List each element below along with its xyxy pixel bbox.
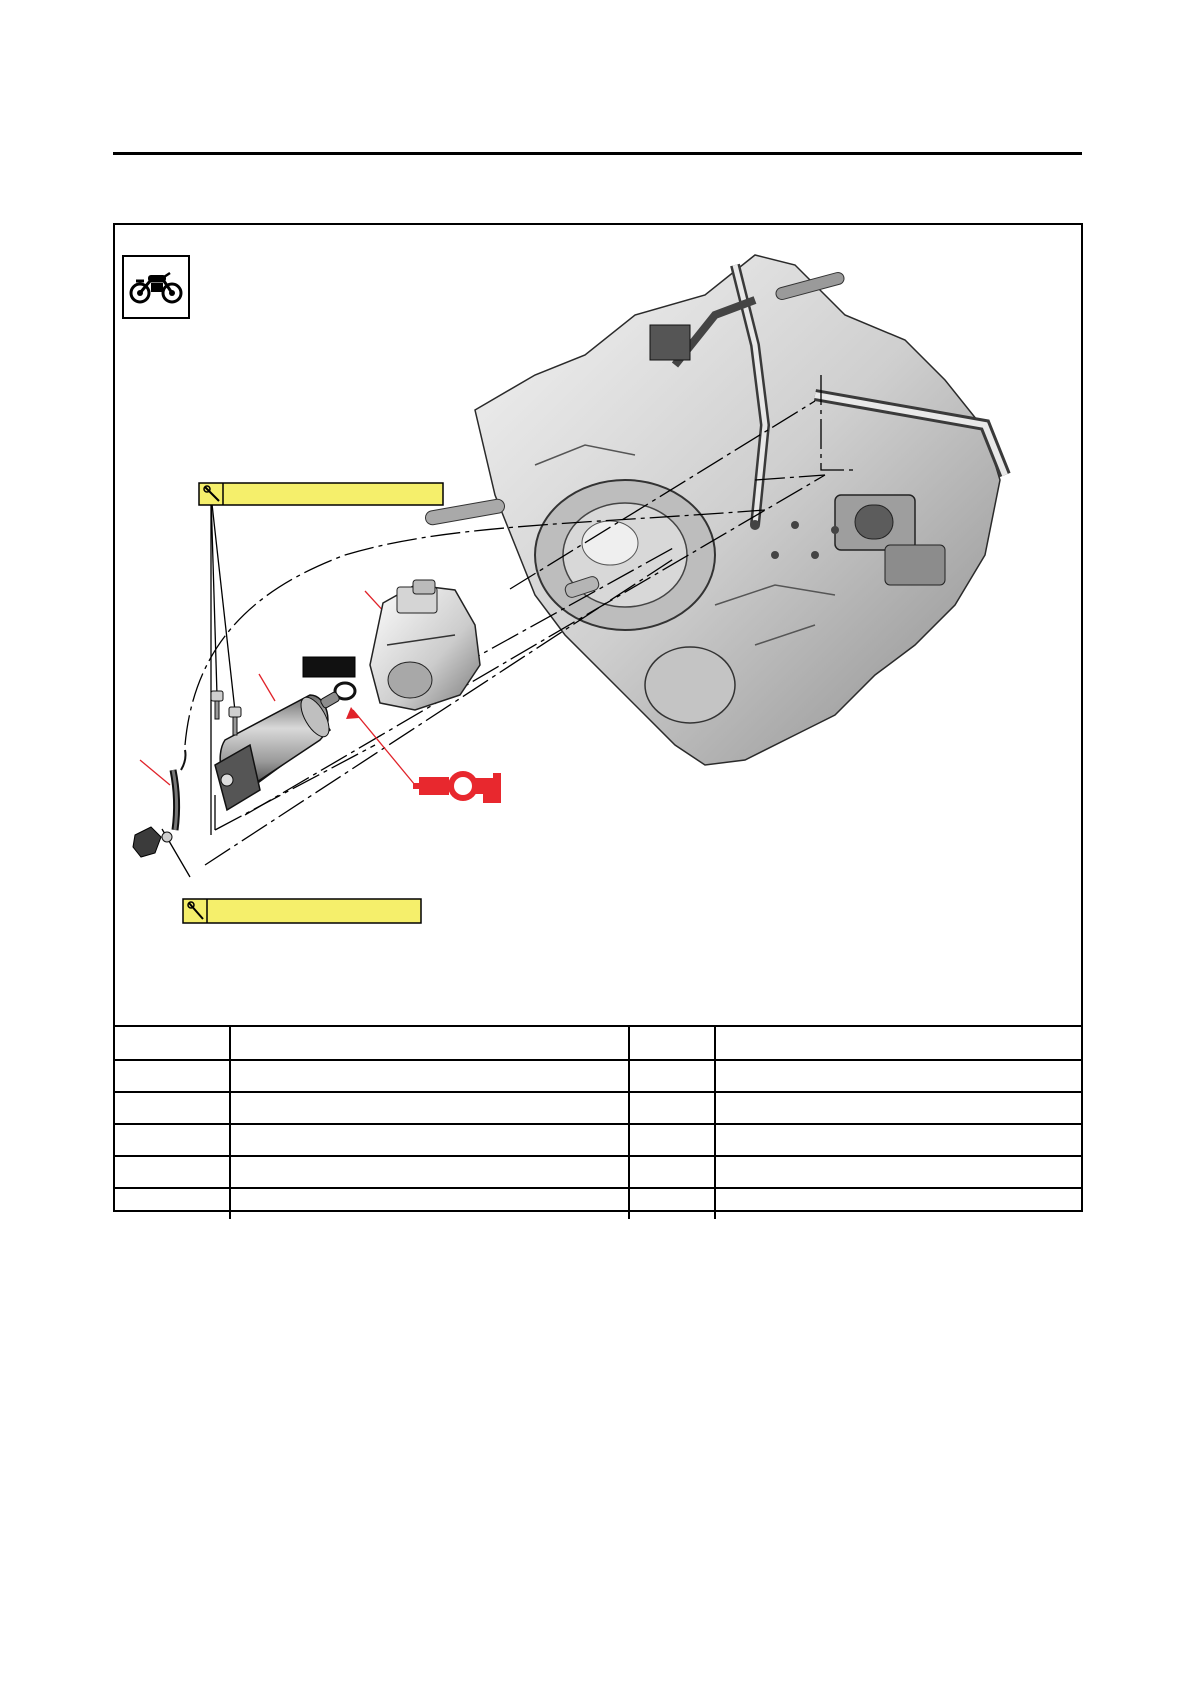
new-part-tag [303, 657, 355, 677]
starter-cable [173, 750, 186, 830]
table-cell [715, 1092, 1081, 1124]
table-cell [115, 1060, 230, 1092]
table-header-row [115, 1026, 1081, 1060]
starter-motor-exploded-diagram [115, 225, 1081, 1025]
mounting-bolts [211, 691, 241, 735]
table-header-cell [115, 1026, 230, 1060]
table-cell [629, 1124, 715, 1156]
table-cell [115, 1156, 230, 1188]
engine-frame-assembly [424, 255, 1005, 765]
table-cell [715, 1124, 1081, 1156]
torque-callout-upper [199, 483, 443, 505]
table-header-cell [230, 1026, 629, 1060]
table-cell [230, 1124, 629, 1156]
table-cell [715, 1188, 1081, 1219]
table-cell [629, 1060, 715, 1092]
table-header-cell [629, 1026, 715, 1060]
table-cell [715, 1156, 1081, 1188]
torque-callout-lower [183, 899, 421, 923]
red-arrowhead [346, 707, 359, 719]
table-cell [230, 1092, 629, 1124]
table-cell [230, 1188, 629, 1219]
table-cell [715, 1060, 1081, 1092]
table-header-cell [715, 1026, 1081, 1060]
table-cell [230, 1060, 629, 1092]
terminal-nut [133, 827, 172, 857]
table-row [115, 1156, 1081, 1188]
table-row [115, 1060, 1081, 1092]
table-row [115, 1124, 1081, 1156]
table-row [115, 1092, 1081, 1124]
parts-table [115, 1025, 1081, 1219]
table-cell [629, 1188, 715, 1219]
table-cell [629, 1156, 715, 1188]
table-cell [115, 1124, 230, 1156]
table-cell [230, 1156, 629, 1188]
table-cell [115, 1092, 230, 1124]
table-row [115, 1188, 1081, 1219]
grease-application-icon [413, 771, 501, 803]
exploded-diagram-frame [113, 223, 1083, 1212]
table-cell [115, 1188, 230, 1219]
starter-clutch-housing [370, 580, 480, 710]
header-rule [113, 152, 1082, 155]
table-cell [629, 1092, 715, 1124]
motorcycle-icon [122, 255, 190, 319]
